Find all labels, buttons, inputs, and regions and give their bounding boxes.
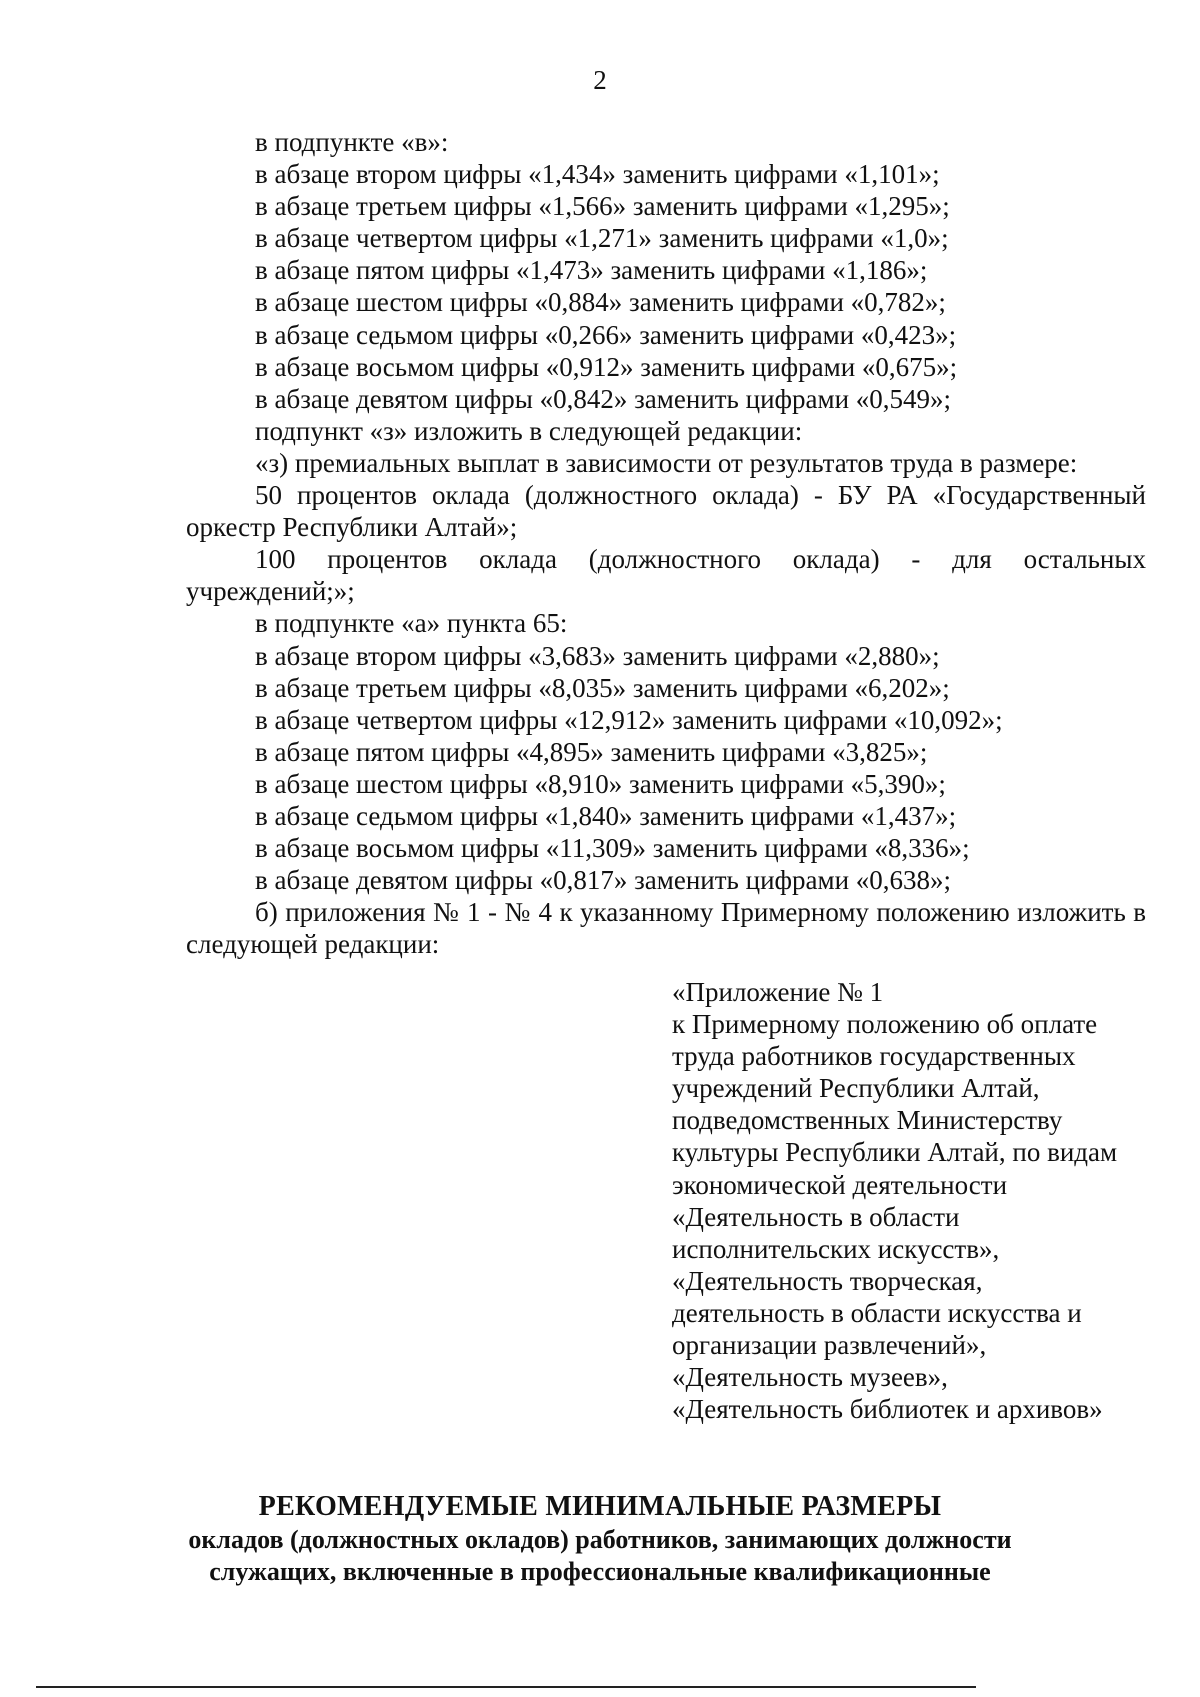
appendix-line: «Деятельность творческая,	[672, 1265, 983, 1296]
appendix-line: организации развлечений»,	[672, 1330, 987, 1361]
document-body	[186, 126, 1146, 960]
paragraph: в абзаце третьем цифры «8,035» заменить цифрами «6,202»;	[255, 672, 950, 703]
appendix-line: труда работников государственных	[672, 1041, 1076, 1072]
paragraph: 50 процентов оклада (должностного оклада) - БУ РА «Государственный оркестр Республики Алтай»;	[186, 480, 1146, 543]
paragraph: в абзаце пятом цифры «1,473» заменить цифрами «1,186»;	[255, 255, 928, 286]
paragraph: подпункт «з» изложить в следующей редакции:	[255, 415, 803, 446]
heading-title: РЕКОМЕНДУЕМЫЕ МИНИМАЛЬНЫЕ РАЗМЕРЫ	[258, 1491, 942, 1522]
appendix-line: культуры Республики Алтай, по видам	[672, 1137, 1118, 1168]
appendix-line: подведомственных Министерству	[672, 1105, 1063, 1136]
paragraph: в абзаце пятом цифры «4,895» заменить цифрами «3,825»;	[255, 736, 928, 767]
appendix-header	[672, 976, 1172, 1425]
paragraph: в абзаце третьем цифры «1,566» заменить цифрами «1,295»;	[255, 191, 950, 222]
appendix-line: «Деятельность в области	[672, 1201, 960, 1232]
paragraph: в абзаце восьмом цифры «0,912» заменить цифрами «0,675»;	[255, 351, 958, 382]
paragraph: в абзаце втором цифры «3,683» заменить цифрами «2,880»;	[255, 640, 940, 671]
paragraph: в абзаце четвертом цифры «12,912» заменить цифрами «10,092»;	[255, 704, 1003, 735]
paragraph: в абзаце восьмом цифры «11,309» заменить цифрами «8,336»;	[255, 833, 970, 864]
appendix-line: экономической деятельности	[672, 1169, 1008, 1200]
appendix-line: «Деятельность музеев»,	[672, 1362, 948, 1393]
paragraph: 100 процентов оклада (должностного оклада) - для остальных учреждений;»;	[186, 544, 1146, 607]
paragraph: в абзаце девятом цифры «0,817» заменить цифрами «0,638»;	[255, 865, 952, 896]
appendix-line: «Деятельность библиотек и архивов»	[672, 1394, 1103, 1425]
paragraph: в абзаце шестом цифры «0,884» заменить цифрами «0,782»;	[255, 287, 946, 318]
heading-subtitle-line: окладов (должностных окладов) работников, занимающих должности	[188, 1525, 1012, 1554]
paragraph: б) приложения № 1 - № 4 к указанному Примерному положению изложить в следующей редакции:	[186, 897, 1146, 960]
paragraph: в абзаце седьмом цифры «1,840» заменить цифрами «1,437»;	[255, 800, 957, 831]
appendix-line: «Приложение № 1	[672, 977, 884, 1007]
page-number: 2	[593, 65, 607, 95]
paragraph: в абзаце втором цифры «1,434» заменить цифрами «1,101»;	[255, 159, 940, 190]
paragraph: в абзаце седьмом цифры «0,266» заменить цифрами «0,423»;	[255, 319, 957, 350]
appendix-line: к Примерному положению об оплате	[672, 1009, 1098, 1040]
section-heading	[0, 1490, 1200, 1588]
paragraph: «з) премиальных выплат в зависимости от результатов труда в размере:	[255, 447, 1078, 478]
paragraph: в подпункте «а» пункта 65:	[255, 608, 568, 639]
appendix-line: учреждений Республики Алтай,	[672, 1073, 1040, 1104]
appendix-line: исполнительских искусств»,	[672, 1233, 1000, 1264]
appendix-line: деятельность в области искусства и	[672, 1297, 1082, 1328]
paragraph: в подпункте «в»:	[255, 127, 449, 157]
paragraph: в абзаце девятом цифры «0,842» заменить цифрами «0,549»;	[255, 383, 952, 414]
paragraph: в абзаце четвертом цифры «1,271» заменить цифрами «1,0»;	[255, 223, 949, 254]
bottom-rule	[36, 1686, 976, 1688]
paragraph: в абзаце шестом цифры «8,910» заменить цифрами «5,390»;	[255, 768, 946, 799]
heading-subtitle-line: служащих, включенные в профессиональные квалификационные	[209, 1557, 991, 1586]
